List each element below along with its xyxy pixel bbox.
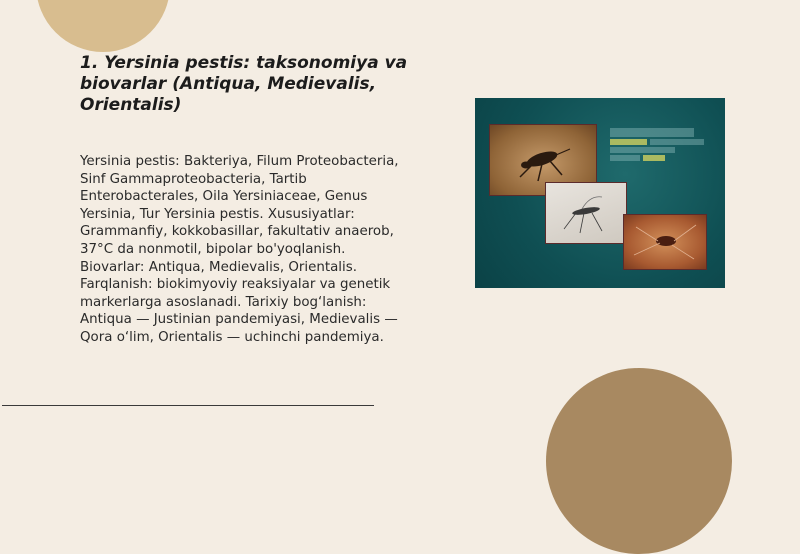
divider-line bbox=[2, 405, 374, 406]
decorative-circle-bottom bbox=[546, 368, 732, 554]
tick-photo-panel bbox=[623, 214, 707, 270]
page-title: 1. Yersinia pestis: taksonomiya va biovarlar (Antiqua, Medievalis, Orientalis) bbox=[80, 53, 408, 115]
mosquito-photo-panel bbox=[545, 182, 627, 244]
insect-icon bbox=[624, 215, 706, 269]
slide-caption-graphic bbox=[610, 128, 718, 161]
illustration-image bbox=[475, 98, 725, 288]
body-paragraph: Yersinia pestis: Bakteriya, Filum Proteobacteria, Sinf Gammaproteobacteria, Tartib Enterobacterales, Oila Yersiniaceae, Genus Yersinia, Tur Yersinia pestis. Xususiyatlar: Grammanfiy, kokkobasillar, fakultativ anaerob, 37°C da nonmotil, bipolar bo'yoqlanish. Biovarlar: Antiqua, Medievalis, Orientalis. Farqlanish: biokimyoviy reaksiyalar va genetik markerlarga asoslanadi. Tarixiy bog‘lanish: Antiqua — Justinian pandemiyasi, Medievalis — Qora o‘lim, Orientalis — uchinchi pandemiya. bbox=[80, 154, 399, 345]
mosquito-icon bbox=[546, 183, 626, 243]
decorative-circle-top bbox=[36, 0, 170, 52]
